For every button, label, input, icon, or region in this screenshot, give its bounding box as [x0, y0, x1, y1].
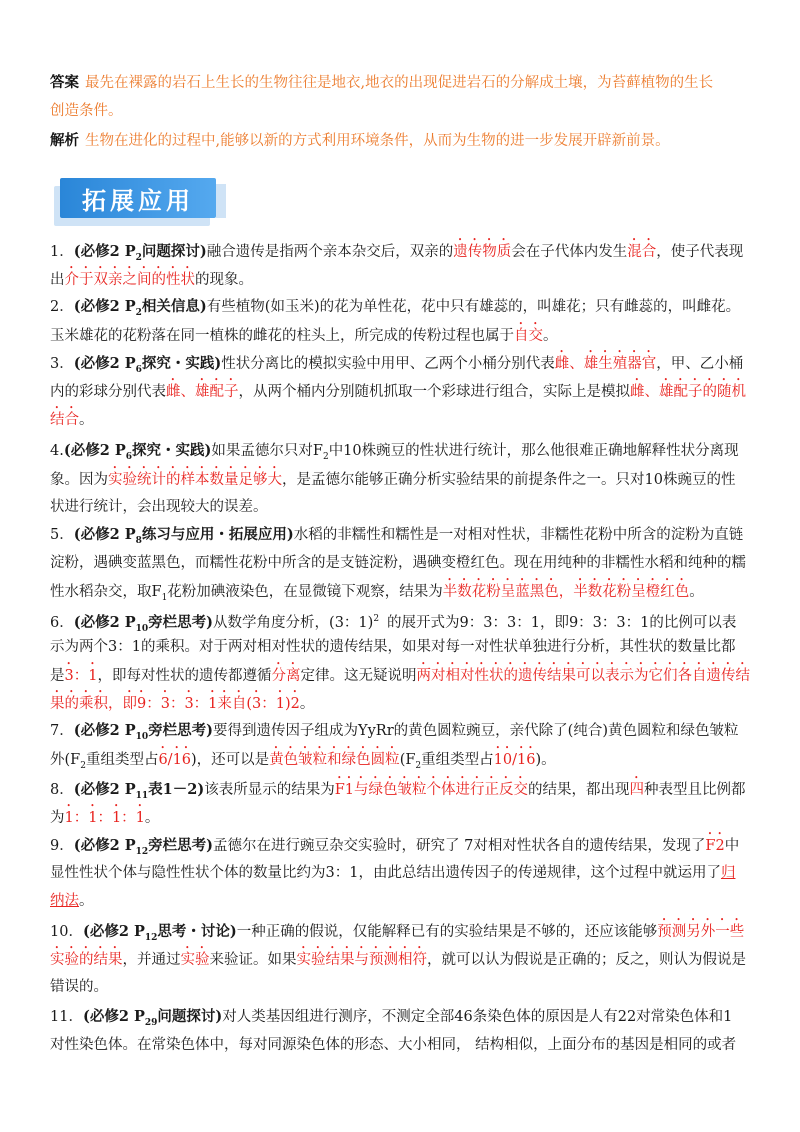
answer-line-2 [50, 96, 760, 126]
item-6-line-4: 果的乘积，即9：3：3：1来自(3：1)2。 [50, 696, 315, 712]
item-4-line-3: 状进行统计，会出现较大的误差。 [50, 499, 268, 515]
item-6-line-2: 示为两个3：1的乘积。对于两对相对性状的遗传结果，如果对每一对性状单独进行分析，其性状的数量比都 [50, 639, 736, 655]
analysis-text: 生物在进化的过程中,能够以新的方式利用环境条件，从而为生物的进一步发展开辟新前景。 [85, 133, 670, 149]
item-9-line-1: 9．(必修2 $P_{12}$旁栏思考)孟德尔在进行豌豆杂交实验时，研究了 7对相对性状各自的遗传结果，发现了F2中 [50, 837, 740, 857]
item-number: 4. [50, 443, 64, 459]
item-source: (必修2 $P_{11}$表1－2) [73, 781, 205, 801]
blank-answer: 实验结果与预测相符 [296, 952, 427, 968]
item-5-line-1: 5．(必修2 $P_8$练习与应用・拓展应用)水稻的非糯性和糯性是一对相对性状，非糯性花粉中所含的淀粉为直链 [50, 526, 744, 546]
analysis-label: 解析 [50, 132, 79, 149]
item-3-line-2: 内的彩球分别代表雌、雄配子，从两个桶内分别随机抓取一个彩球进行组合，实际上是模拟雌、雄配子的随机 [50, 384, 746, 400]
section-banner-shadow [216, 184, 226, 218]
item-10-line-2: 实验的结果，并通过实验来验证。如果实验结果与预测相符，就可以认为假说是正确的；反之，则认为假说是 [50, 952, 746, 968]
item-number: 10． [50, 924, 83, 940]
item-number: 8． [50, 782, 74, 798]
blank-answer: 果的乘积，即9：3：3：1来自(3：1)2 [50, 696, 300, 712]
item-source: (必修2 $P_2$相关信息) [73, 298, 207, 318]
item-number: 3． [50, 356, 74, 372]
item-source: (必修2 $P_6$探究・实践) [63, 442, 212, 462]
item-11-line-2: 对性染色体。在常染色体中，每对同源染色体的形态、大小相同， 结构相似，上面分布的基因是相同的或者 [50, 1037, 737, 1053]
blank-answer: 混合 [627, 244, 657, 260]
item-8-line-1: 8．(必修2 $P_{11}$表1－2)该表所显示的结果为F1与绿色皱粒个体进行正反交的结果，都出现四种表型且比例都 [50, 781, 746, 801]
blank-answer: 实验的结果 [50, 952, 123, 968]
item-number: 2． [50, 299, 74, 315]
blank-answer: F1与绿色皱粒个体进行正反交 [334, 782, 529, 798]
item-2-line-1: 2．(必修2 $P_2$相关信息)有些植物(如玉米)的花为单性花，花中只有雄蕊的，叫雄花；只有雌蕊的，叫雌花。 [50, 298, 741, 318]
blank-answer: 结合 [50, 412, 79, 428]
item-source: (必修2 $P_2$问题探讨) [73, 243, 207, 263]
section-banner [60, 178, 216, 218]
item-number: 11． [50, 1009, 83, 1025]
blank-answer: 1：1：1：1 [64, 810, 145, 826]
blank-answer: 自交 [514, 328, 543, 344]
item-5-line-3: 性水稻杂交，取$F_1$花粉加碘液染色，在显微镜下观察，结果为半数花粉呈蓝黑色，半数花粉呈橙红色。 [50, 584, 704, 603]
answer-line-1 [50, 68, 760, 98]
item-source: (必修2 $P_{12}$思考・讨论) [82, 923, 237, 943]
blank-answer: 介于双亲之间的性状 [64, 272, 195, 288]
item-source: (必修2 $P_8$练习与应用・拓展应用) [73, 526, 294, 546]
blank-answer: 雌、雄配子 [166, 384, 239, 400]
blank-answer: 归 [720, 865, 736, 881]
item-number: 1． [50, 244, 74, 260]
item-7-line-2: 外($F_2$重组类型占6/16)，还可以是黄色皱粒和绿色圆粒($F_2$重组类型占10/16)。 [50, 752, 556, 771]
item-9-line-2: 显性性状个体与隐性性状个体的数量比约为3：1，由此总结出遗传因子的传递规律，这个过程中就运用了归 [50, 865, 736, 881]
item-5-line-2: 淀粉，遇碘变蓝黑色，而糯性花粉中所含的是支链淀粉，遇碘变橙红色。现在用纯种的非糯性水稻和纯种的糯 [50, 555, 746, 571]
answer-text: 最先在裸露的岩石上生长的生物往往是地衣,地衣的出现促进岩石的分解成土壤，为苔藓植物的生长 [85, 75, 714, 91]
blank-answer: 实验 [180, 952, 210, 968]
item-number: 5． [50, 527, 74, 543]
blank-answer: 纳法 [50, 893, 79, 909]
blank-answer: 四 [629, 782, 645, 798]
item-6-line-3: 是3：1，即每对性状的遗传都遵循分离定律。这无疑说明两对相对性状的遗传结果可以表示为它们各自遗传结 [50, 668, 750, 684]
item-1-line-2: 出介于双亲之间的性状的现象。 [50, 272, 253, 288]
analysis-line [50, 126, 760, 156]
blank-answer: 预测另外一些 [657, 924, 745, 940]
item-6-line-1: 6．(必修2 $P_{10}$旁栏思考)从数学角度分析，(3：1)$^2$ 的展开式为9：3：3：1，即9：3：3：1的比例可以表 [50, 613, 737, 634]
blank-answer: F2 [705, 838, 725, 854]
item-3-line-3: 结合。 [50, 412, 94, 428]
blank-answer: 遗传物质 [453, 244, 512, 260]
item-number: 7． [50, 723, 74, 739]
blank-answer: 两对相对性状的遗传结果可以表示为它们各自遗传结 [416, 668, 750, 684]
item-number: 6． [50, 614, 74, 631]
item-source: (必修2 $P_{29}$问题探讨) [82, 1008, 223, 1028]
item-2-line-2: 玉米雄花的花粉落在同一植株的雌花的柱头上，所完成的传粉过程也属于自交。 [50, 328, 558, 344]
item-10-line-1: 10．(必修2 $P_{12}$思考・讨论)一种正确的假说，仅能解释已有的实验结果是不够的，还应该能够预测另外一些 [50, 923, 745, 943]
answer-label: 答案 [50, 74, 79, 91]
blank-answer: 雌、雄生殖器官 [554, 356, 657, 372]
item-source: (必修2 $P_{12}$旁栏思考) [73, 837, 214, 857]
item-8-line-2: 为1：1：1：1。 [50, 810, 160, 826]
item-1-line-1: 1．(必修2 $P_2$问题探讨)融合遗传是指两个亲本杂交后，双亲的遗传物质会在子代体内发生混合，使子代表现 [50, 243, 744, 263]
item-7-line-1: 7．(必修2 $P_{10}$旁栏思考)要得到遗传因子组成为YyRr的黄色圆粒豌豆，亲代除了(纯合)黄色圆粒和绿色皱粒 [50, 722, 739, 742]
item-4-line-1: 4.(必修2 $P_6$探究・实践)如果孟德尔只对$F_2$中10株豌豆的性状进行统计，那么他很难正确地解释性状分离现 [50, 442, 739, 462]
answer-text-cont: 创造条件。 [50, 103, 123, 119]
blank-answer: 黄色皱粒和绿色圆粒 [269, 752, 400, 768]
blank-answer: 分离 [271, 668, 301, 684]
section-title: 拓展应用 [82, 186, 194, 215]
item-11-line-1: 11．(必修2 $P_{29}$问题探讨)对人类基因组进行测序，不测定全部46条染色体的原因是人有22对常染色体和1 [50, 1008, 733, 1028]
blank-answer: 10/16 [493, 752, 536, 768]
blank-answer: 6/16 [158, 752, 192, 768]
item-source: (必修2 $P_{10}$旁栏思考) [73, 722, 214, 742]
item-source: (必修2 $P_6$探究・实践) [73, 355, 222, 375]
item-3-line-1: 3．(必修2 $P_6$探究・实践)性状分离比的模拟实验中用甲、乙两个小桶分别代表雌、雄生殖器官，甲、乙小桶 [50, 355, 744, 375]
blank-answer: 雌、雄配子的随机 [630, 384, 746, 400]
item-number: 9． [50, 838, 74, 854]
item-9-line-3: 纳法。 [50, 893, 94, 909]
item-10-line-3: 错误的。 [50, 979, 108, 995]
blank-answer: 3：1 [64, 668, 98, 684]
blank-answer: 实验统计的样本数量足够大 [108, 472, 282, 488]
item-4-line-2: 象。因为实验统计的样本数量足够大，是孟德尔能够正确分析实验结果的前提条件之一。只对10株豌豆的性 [50, 472, 736, 488]
item-source: (必修2 $P_{10}$旁栏思考) [73, 613, 214, 634]
blank-answer: 半数花粉呈蓝黑色，半数花粉呈橙红色 [442, 584, 690, 600]
